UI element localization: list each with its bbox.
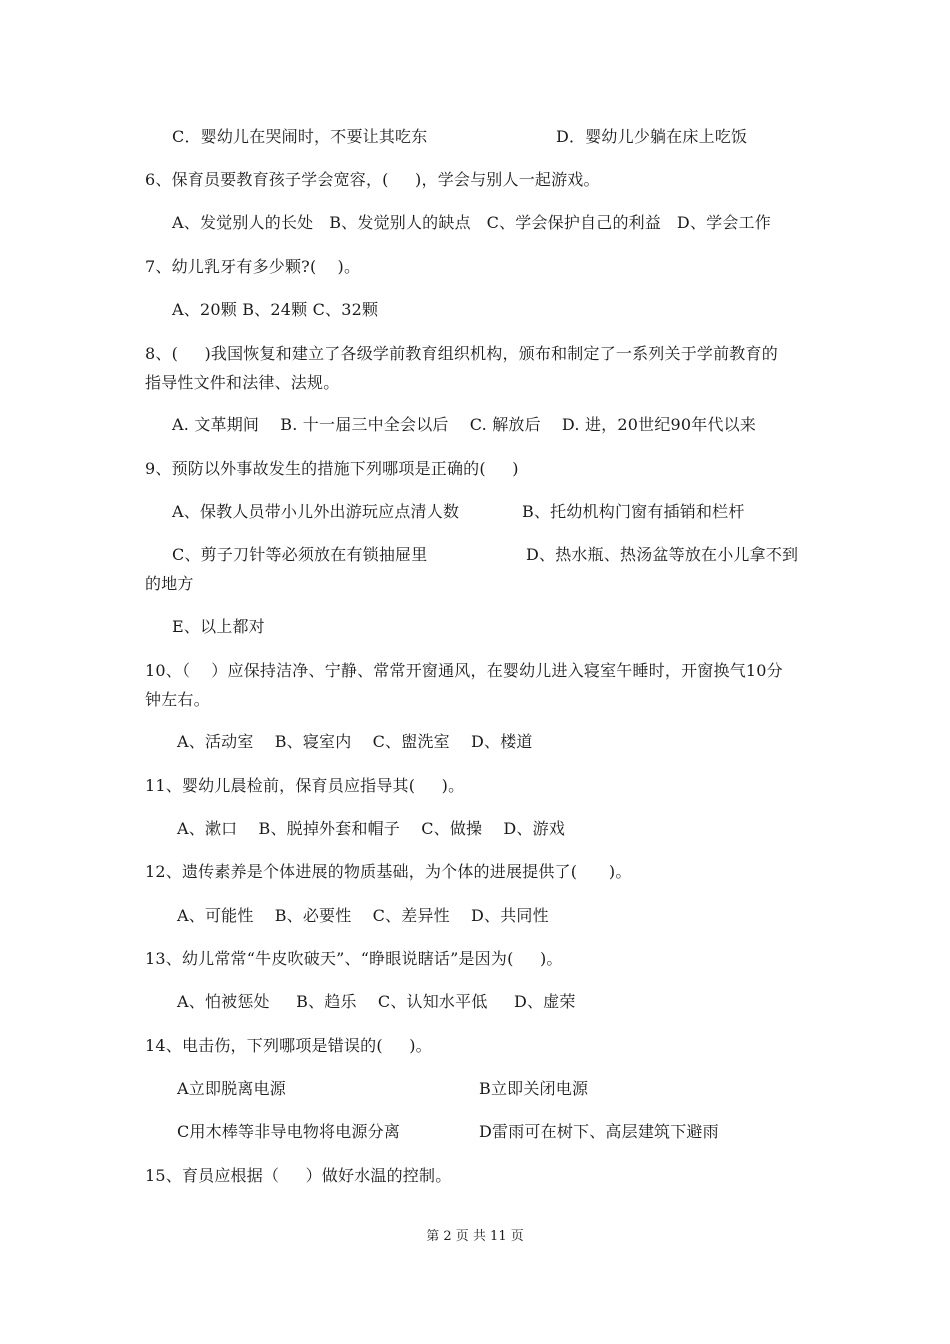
question-7-options: A、20颗 B、24颗 C、32颗 <box>172 300 379 319</box>
question-13: 13、幼儿常常“牛皮吹破天”、“睁眼说瞎话”是因为( )。 <box>145 949 563 968</box>
question-9-option-d-continued: 的地方 <box>145 574 194 593</box>
question-14-option-d: D雷雨可在树下、高层建筑下避雨 <box>479 1122 719 1141</box>
question-9: 9、预防以外事故发生的措施下列哪项是正确的( ) <box>145 459 519 478</box>
question-7: 7、幼儿乳牙有多少颗?( )。 <box>145 257 361 276</box>
question-8-options: A. 文革期间 B. 十一届三中全会以后 C. 解放后 D. 进，20世纪90年代以来 <box>172 415 757 434</box>
question-11: 11、婴幼儿晨检前，保育员应指导其( )。 <box>145 776 465 795</box>
question-8-line-2: 指导性文件和法律、法规。 <box>145 373 340 392</box>
option-c-line: C．婴幼儿在哭闹时，不要让其吃东 <box>172 127 428 146</box>
question-14-option-a: A立即脱离电源 <box>177 1079 286 1098</box>
question-10-options: A、活动室 B、寝室内 C、盥洗室 D、楼道 <box>177 732 533 751</box>
question-9-option-d: D、热水瓶、热汤盆等放在小儿拿不到 <box>526 545 799 564</box>
page-footer: 第 2 页 共 11 页 <box>426 1229 524 1244</box>
question-9-option-c: C、剪子刀针等必须放在有锁抽屉里 <box>172 545 428 564</box>
question-9-option-a: A、保教人员带小儿外出游玩应点清人数 <box>172 502 460 521</box>
question-14-option-c: C用木棒等非导电物将电源分离 <box>177 1122 401 1141</box>
question-10-line-1: 10、（ ）应保持洁净、宁静、常常开窗通风，在婴幼儿进入寝室午睡时，开窗换气10分 <box>145 661 783 680</box>
question-9-option-e: E、以上都对 <box>172 617 265 636</box>
question-15: 15、育员应根据（ ）做好水温的控制。 <box>145 1166 452 1185</box>
question-10-line-2: 钟左右。 <box>145 690 210 709</box>
question-6-options: A、发觉别人的长处 B、发觉别人的缺点 C、学会保护自己的利益 D、学会工作 <box>172 213 771 232</box>
question-9-option-b: B、托幼机构门窗有插销和栏杆 <box>522 502 745 521</box>
question-6: 6、保育员要教育孩子学会宽容，( )，学会与别人一起游戏。 <box>145 170 600 189</box>
question-12-options: A、可能性 B、必要性 C、差异性 D、共同性 <box>177 906 549 925</box>
question-14: 14、电击伤，下列哪项是错误的( )。 <box>145 1036 432 1055</box>
question-11-options: A、漱口 B、脱掉外套和帽子 C、做操 D、游戏 <box>177 819 566 838</box>
question-12: 12、遗传素养是个体进展的物质基础，为个体的进展提供了( )。 <box>145 862 632 881</box>
question-13-options: A、怕被惩处 B、趋乐 C、认知水平低 D、虚荣 <box>177 992 576 1011</box>
question-14-option-b: B立即关闭电源 <box>479 1079 589 1098</box>
question-8-line-1: 8、( )我国恢复和建立了各级学前教育组织机构，颁布和制定了一系列关于学前教育的 <box>145 344 778 363</box>
option-d-line: D．婴幼儿少躺在床上吃饭 <box>556 127 748 146</box>
